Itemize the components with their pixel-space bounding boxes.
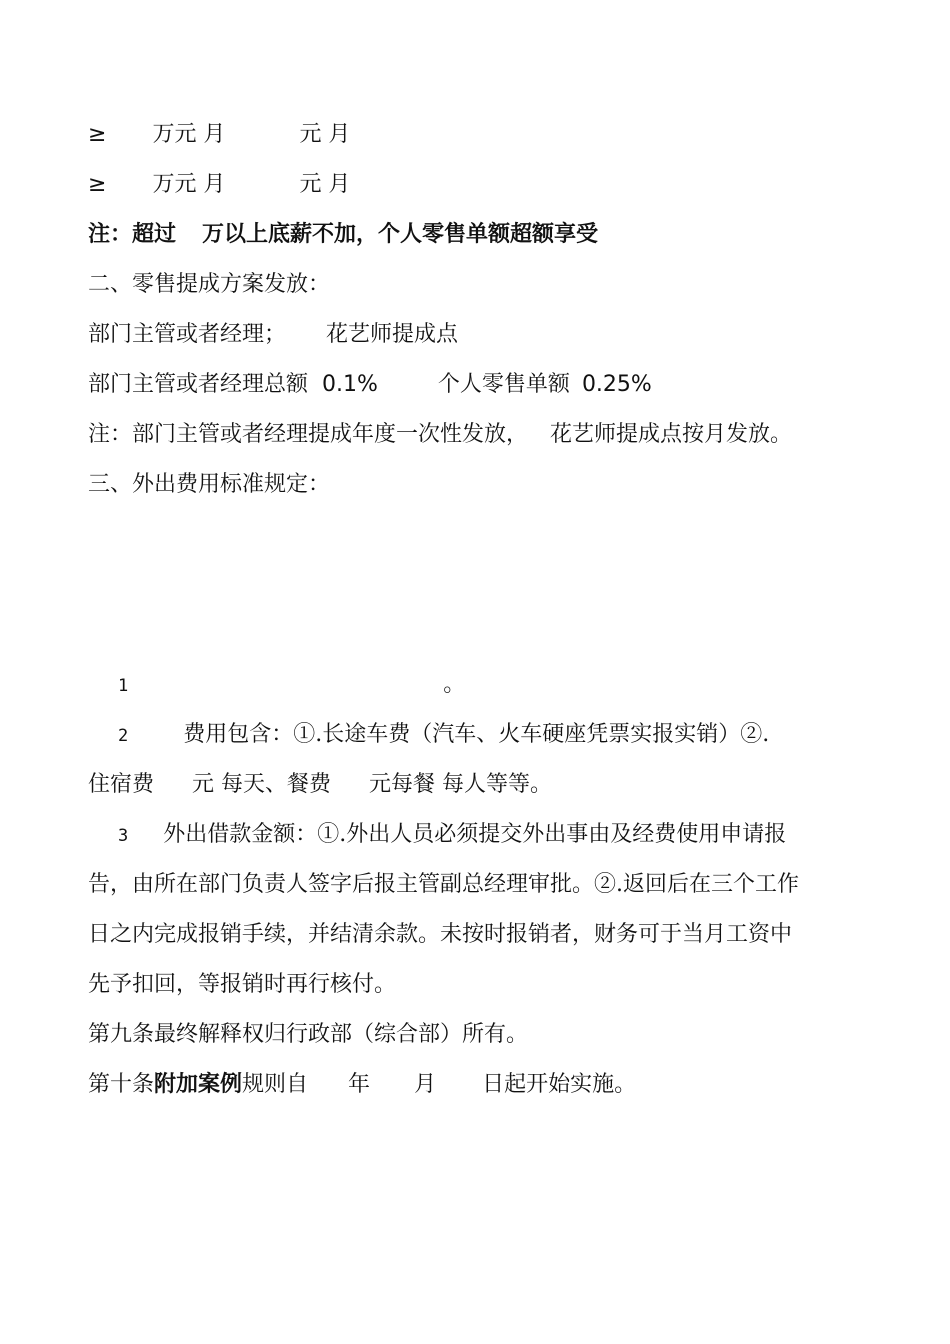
tier-row-2 <box>88 170 350 200</box>
gte-symbol: ≥ <box>88 172 107 197</box>
commission-roles-line: 部门主管或者经理； 花艺师提成点 <box>88 322 459 347</box>
item-number: 1 <box>118 676 130 696</box>
article-10: 第十条附加案例规则自 年 月 日起开始实施。 <box>88 1072 637 1097</box>
tier-salary-unit: 元 月 <box>299 122 351 147</box>
commission-note: 注：部门主管或者经理提成年度一次性发放， 花艺师提成点按月发放。 <box>88 422 793 447</box>
section-2-title: 二、零售提成方案发放： <box>88 272 331 297</box>
item-number: 3 <box>118 826 130 846</box>
section-3-title: 三、外出费用标准规定： <box>88 472 331 497</box>
gte-symbol: ≥ <box>88 122 107 147</box>
tier-salary-unit: 元 月 <box>299 172 351 197</box>
commission-rates-line: 部门主管或者经理总额 0.1% 个人零售单额 0.25% <box>88 372 652 397</box>
retail-rate: 0.25% <box>581 372 652 397</box>
manager-rate: 0.1% <box>322 372 378 397</box>
item-2-continued: 住宿费 元 每天、餐费 元每餐 每人等等。 <box>88 772 553 797</box>
item-3-line-3: 日之内完成报销手续，并结清余款。未按时报销者，财务可于当月工资中 <box>88 922 793 947</box>
tier-amount-unit: 万元 月 <box>152 122 226 147</box>
tier-amount-unit: 万元 月 <box>152 172 226 197</box>
item-number: 2 <box>118 726 130 746</box>
item-1: 1 。 <box>118 672 466 697</box>
item-3-line-2: 告，由所在部门负责人签字后报主管副总经理审批。②.返回后在三个工作 <box>88 872 799 897</box>
item-3-line-4: 先予扣回，等报销时再行核付。 <box>88 972 397 997</box>
item-3: 3 外出借款金额：①.外出人员必须提交外出事由及经费使用申请报 <box>118 822 787 847</box>
item-2: 2 费用包含：①.长途车费（汽车、火车硬座凭票实报实销）②. <box>118 722 770 747</box>
tier-row-1 <box>88 120 350 150</box>
article-9: 第九条最终解释权归行政部（综合部）所有。 <box>88 1022 529 1047</box>
note-salary-cap: 注：超过 万以上底薪不加，个人零售单额超额享受 <box>88 222 599 247</box>
